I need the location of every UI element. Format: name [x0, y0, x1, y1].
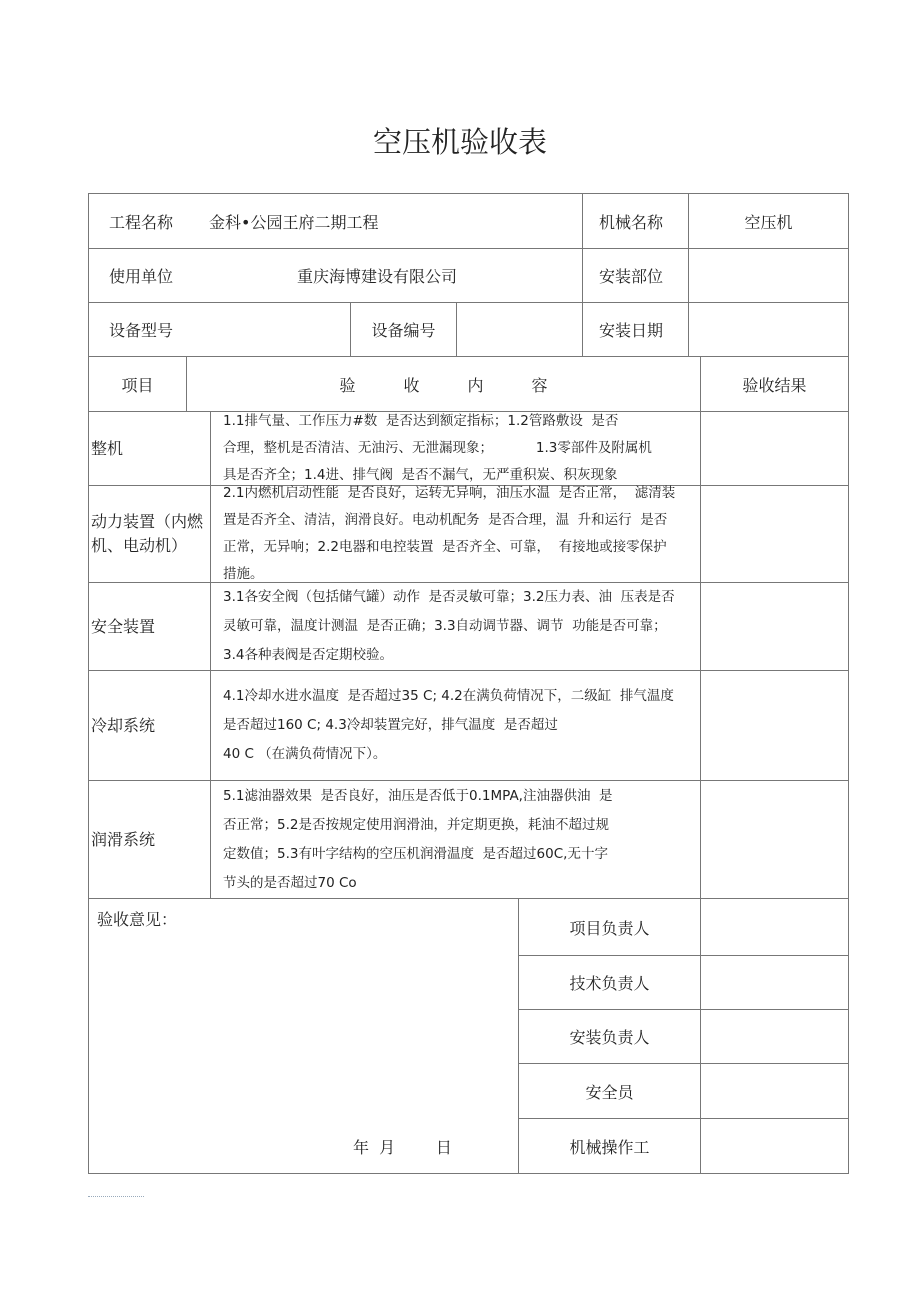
- user-unit-cell: [88, 248, 583, 303]
- header-item: 项目: [88, 356, 187, 412]
- project-name-label: 工程名称: [109, 212, 174, 232]
- row-content: [210, 582, 701, 671]
- signer-label: 技术负责人: [518, 955, 701, 1010]
- row-content-line: 4.1冷却水进水温度 是否超过35 C; 4.2在满负荷情况下，二级缸 排气温度: [223, 688, 674, 704]
- machine-name-value: 空压机: [688, 193, 849, 249]
- row-content-line: 40 C （在满负荷情况下）。: [223, 746, 387, 762]
- row-result-cell[interactable]: [700, 670, 849, 781]
- row-content-line: 1.1排气量、工作压力#数 是否达到额定指标；1.2管路敷设 是否: [223, 413, 619, 429]
- page-title: 空压机验收表: [372, 125, 547, 159]
- row-result-cell[interactable]: [700, 411, 849, 486]
- serial-value[interactable]: [456, 302, 583, 357]
- signer-label: 安装负责人: [518, 1009, 701, 1064]
- row-result-cell[interactable]: [700, 485, 849, 583]
- row-item-label: 安全装置: [88, 582, 211, 671]
- header-content: 验 收 内 容: [186, 356, 701, 412]
- signer-signature-cell[interactable]: [700, 1063, 849, 1119]
- row-item-label: 动力装置（内燃机、电动机）: [88, 485, 211, 583]
- row-content-line: 否正常；5.2是否按规定使用润滑油，并定期更换，耗油不超过规: [223, 816, 609, 833]
- serial-label: 设备编号: [350, 302, 457, 357]
- row-item-label: 冷却系统: [88, 670, 211, 781]
- row-content-line: 灵敏可靠，温度计测温 是否正确；3.3自动调节器、调节 功能是否可靠；: [223, 618, 667, 634]
- signer-signature-cell[interactable]: [700, 898, 849, 956]
- opinion-cell[interactable]: [88, 898, 519, 1174]
- machine-name-label: 机械名称: [582, 193, 689, 249]
- row-content-line: 正常，无异响；2.2电器和电控装置 是否齐全、可靠， 有接地或接零保护: [223, 539, 667, 555]
- row-item-label: 润滑系统: [88, 780, 211, 899]
- signer-signature-cell[interactable]: [700, 1118, 849, 1174]
- project-name-cell: [88, 193, 583, 249]
- project-name-value: 金科•公园王府二期工程: [209, 212, 379, 232]
- opinion-label: 验收意见：: [97, 910, 178, 929]
- install-date-label: 安装日期: [582, 302, 689, 357]
- row-item-label: 整机: [88, 411, 211, 486]
- row-content-line: 定数值；5.3有叶字结构的空压机润滑温度 是否超过60C,无十字: [223, 845, 608, 862]
- install-date-value[interactable]: [688, 302, 849, 357]
- row-content-line: 3.1各安全阀（包括储气罐）动作 是否灵敏可靠；3.2压力表、油 压表是否: [223, 589, 675, 605]
- row-content-line: 是否超过160 C; 4.3冷却装置完好，排气温度 是否超过: [223, 717, 558, 733]
- row-content-line: 2.1内燃机启动性能 是否良好，运转无异响，油压水温 是否正常， 滤清装: [223, 485, 676, 501]
- row-content-line: 节头的是否超过70 Co: [223, 874, 357, 891]
- signer-label: 机械操作工: [518, 1118, 701, 1174]
- signer-signature-cell[interactable]: [700, 955, 849, 1010]
- row-content-line: 置是否齐全、清洁，润滑良好。电动机配务 是否合理，温 升和运行 是否: [223, 512, 668, 528]
- row-content: [210, 411, 701, 486]
- signer-label: 项目负责人: [518, 898, 701, 956]
- row-content: [210, 780, 701, 899]
- user-unit-value: 重庆海博建设有限公司: [297, 267, 458, 286]
- model-label: 设备型号: [88, 302, 351, 357]
- footer-dotted-line: [88, 1196, 144, 1197]
- user-unit-label: 使用单位: [109, 267, 174, 286]
- row-result-cell[interactable]: [700, 582, 849, 671]
- row-result-cell[interactable]: [700, 780, 849, 899]
- row-content-line: 5.1滤油器效果 是否良好，油压是否低于0.1MPA,注油器供油 是: [223, 787, 613, 804]
- row-content-line: 具是否齐全；1.4进、排气阀 是否不漏气，无严重积炭、积灰现象: [223, 467, 618, 483]
- header-result: 验收结果: [700, 356, 849, 412]
- install-location-value[interactable]: [688, 248, 849, 303]
- row-content: [210, 670, 701, 781]
- install-location-label: 安装部位: [582, 248, 689, 303]
- row-content-line: 措施。: [223, 566, 264, 582]
- row-content: [210, 485, 701, 583]
- row-content-line: 3.4各种表阀是否定期校验。: [223, 647, 393, 663]
- signer-label: 安全员: [518, 1063, 701, 1119]
- row-content-line: 合理，整机是否清洁、无油污、无泄漏现象； 1.3零部件及附属机: [223, 440, 652, 456]
- date-label: 年 月 日: [353, 1138, 452, 1157]
- signer-signature-cell[interactable]: [700, 1009, 849, 1064]
